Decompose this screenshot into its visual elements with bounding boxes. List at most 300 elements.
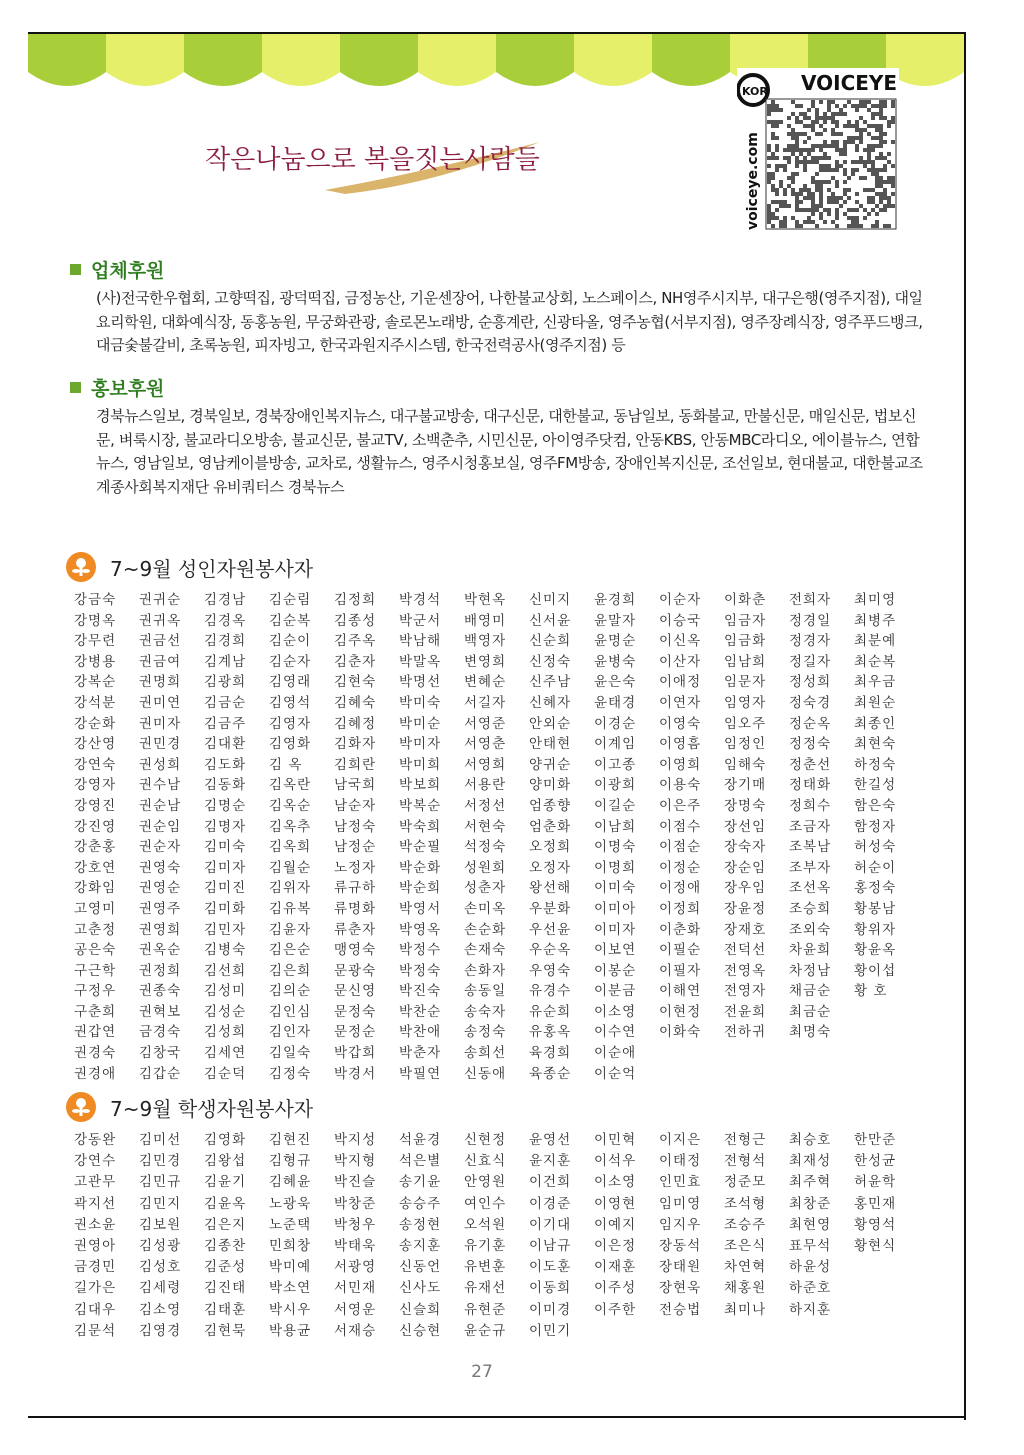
volunteer-name: 김영석: [269, 694, 312, 711]
name-column: [659, 1130, 729, 1321]
volunteer-name: 이동희: [529, 1280, 572, 1297]
page-title-art: [205, 132, 545, 198]
volunteer-name: 김옥란: [269, 777, 312, 794]
volunteer-name: 전형석: [724, 1153, 767, 1170]
volunteer-name: 전윤희: [724, 1003, 767, 1020]
volunteer-name: 신슬희: [399, 1301, 442, 1318]
volunteer-name: 전덕선: [724, 942, 767, 959]
volunteer-name: 최명숙: [789, 1024, 832, 1041]
volunteer-name: 윤명순: [594, 633, 637, 650]
volunteer-name: 김유복: [269, 900, 312, 917]
volunteer-name: 장동석: [659, 1237, 702, 1254]
volunteer-name: 이은주: [659, 797, 702, 814]
volunteer-name: 서길자: [464, 694, 507, 711]
volunteer-name: 이신옥: [659, 633, 702, 650]
volunteer-name: 정길자: [789, 653, 832, 670]
volunteer-name: 김성순: [204, 1003, 247, 1020]
volunteer-name: 김왕섭: [204, 1153, 247, 1170]
volunteer-name: 구정우: [74, 983, 117, 1000]
volunteer-name: 김옥추: [269, 818, 312, 835]
volunteer-name: 박순희: [399, 880, 442, 897]
name-column: [139, 1130, 209, 1342]
sponsor-section-title: 홍보후원: [91, 378, 165, 400]
volunteer-name: 배영미: [464, 612, 507, 629]
volunteer-name: 박영서: [399, 900, 442, 917]
volunteer-name: 최금순: [789, 1003, 832, 1020]
volunteer-name: 김동화: [204, 777, 247, 794]
volunteer-name: 박미희: [399, 756, 442, 773]
volunteer-name: 류춘자: [334, 921, 377, 938]
volunteer-name: 박찬애: [399, 1024, 442, 1041]
awning-stripe: [418, 34, 496, 86]
volunteer-name: 송동일: [464, 983, 507, 1000]
square-bullet-icon: [70, 264, 81, 275]
volunteer-name: 임영자: [724, 694, 767, 711]
volunteer-name: 김월순: [269, 859, 312, 876]
volunteer-name: 이봉순: [594, 962, 637, 979]
volunteer-name: 서영운: [334, 1301, 377, 1318]
volunteer-name: 김영화: [204, 1132, 247, 1148]
voiceye-brand: VOICEYE: [801, 71, 898, 95]
volunteer-name: 차연혁: [724, 1259, 767, 1276]
volunteer-name: 박남해: [399, 633, 442, 650]
volunteer-name: 차윤희: [789, 942, 832, 959]
volunteer-name: 김정희: [334, 592, 377, 608]
awning-stripe: [574, 34, 652, 86]
volunteer-name: 전영옥: [724, 962, 767, 979]
volunteer-name: 윤은숙: [594, 674, 637, 691]
name-column: [204, 1130, 274, 1342]
volunteer-name: 신혜자: [529, 694, 572, 711]
flower-badge-icon: [66, 552, 96, 582]
volunteer-name: 이순애: [594, 1045, 637, 1062]
volunteer-name: 윤경희: [594, 592, 637, 608]
volunteer-name: 박미순: [399, 715, 442, 732]
volunteer-name: 김정숙: [269, 1065, 312, 1082]
adult-volunteer-title: 7~9월 성인자원봉사자: [110, 556, 314, 581]
volunteer-name: 정성희: [789, 674, 832, 691]
volunteer-name: 이정애: [659, 880, 702, 897]
sponsor-section-title: 업체후원: [91, 260, 165, 282]
volunteer-name: 채홍원: [724, 1280, 767, 1297]
volunteer-name: 이남희: [594, 818, 637, 835]
volunteer-name: 김성미: [204, 983, 247, 1000]
volunteer-name: 오정자: [529, 859, 572, 876]
volunteer-name: 성원희: [464, 859, 507, 876]
student-volunteer-header: [66, 1092, 313, 1122]
name-column: [594, 1130, 664, 1321]
name-column: [139, 590, 209, 1084]
volunteer-name: 이분금: [594, 983, 637, 1000]
volunteer-name: 정정숙: [789, 736, 832, 753]
volunteer-name: 김금주: [204, 715, 247, 732]
volunteer-name: 왕선해: [529, 880, 572, 897]
name-column: [334, 590, 404, 1084]
volunteer-name: 김윤기: [204, 1174, 247, 1191]
volunteer-name: 김위자: [269, 880, 312, 897]
volunteer-name: 박태욱: [334, 1237, 377, 1254]
volunteer-name: 최현숙: [854, 736, 897, 753]
volunteer-name: 정춘선: [789, 756, 832, 773]
volunteer-name: 김영화: [269, 736, 312, 753]
volunteer-name: 채금순: [789, 983, 832, 1000]
volunteer-name: 신정숙: [529, 653, 572, 670]
volunteer-name: 조승희: [789, 900, 832, 917]
flower-badge-icon: [66, 1092, 96, 1122]
volunteer-name: 권영아: [74, 1237, 117, 1254]
volunteer-name: 권수남: [139, 777, 182, 794]
volunteer-name: 강병용: [74, 653, 117, 670]
volunteer-name: 박숙희: [399, 818, 442, 835]
volunteer-name: 문정숙: [334, 1003, 377, 1020]
volunteer-name: 한만준: [854, 1132, 897, 1148]
name-column: [464, 590, 534, 1084]
volunteer-name: 강금숙: [74, 592, 117, 608]
volunteer-name: 장윤정: [724, 900, 767, 917]
volunteer-name: 최원순: [854, 694, 897, 711]
volunteer-name: 민희창: [269, 1237, 312, 1254]
volunteer-name: 하윤성: [789, 1259, 832, 1276]
volunteer-name: 김은지: [204, 1216, 247, 1233]
volunteer-name: 권순임: [139, 818, 182, 835]
volunteer-name: 오정희: [529, 839, 572, 856]
volunteer-name: 김일숙: [269, 1045, 312, 1062]
volunteer-name: 최우금: [854, 674, 897, 691]
volunteer-name: 안외순: [529, 715, 572, 732]
volunteer-name: 류규하: [334, 880, 377, 897]
name-column: [789, 1130, 859, 1321]
volunteer-name: 김인심: [269, 1003, 312, 1020]
volunteer-name: 신동언: [399, 1259, 442, 1276]
volunteer-name: 최창준: [789, 1195, 832, 1212]
volunteer-name: 신승현: [399, 1322, 442, 1339]
name-column: [204, 590, 274, 1084]
volunteer-name: 박지성: [334, 1132, 377, 1148]
volunteer-name: 김경남: [204, 592, 247, 608]
volunteer-name: 오석원: [464, 1216, 507, 1233]
volunteer-name: 이영현: [594, 1195, 637, 1212]
volunteer-name: 박용균: [269, 1322, 312, 1339]
volunteer-name: 김종성: [334, 612, 377, 629]
volunteer-name: 박명선: [399, 674, 442, 691]
volunteer-name: 강복순: [74, 674, 117, 691]
volunteer-name: 박군서: [399, 612, 442, 629]
volunteer-name: 최분예: [854, 633, 897, 650]
name-column: [269, 590, 339, 1084]
volunteer-name: 차정남: [789, 962, 832, 979]
volunteer-name: 노정자: [334, 859, 377, 876]
volunteer-name: 권미연: [139, 694, 182, 711]
name-column: [789, 590, 859, 1043]
volunteer-name: 김현진: [269, 1132, 312, 1148]
volunteer-name: 신동애: [464, 1065, 507, 1082]
volunteer-name: 노광욱: [269, 1195, 312, 1212]
volunteer-name: 황현식: [854, 1237, 897, 1254]
volunteer-name: 길가은: [74, 1280, 117, 1297]
volunteer-name: 송숙자: [464, 1003, 507, 1020]
volunteer-name: 이주한: [594, 1301, 637, 1318]
volunteer-name: 김세연: [204, 1045, 247, 1062]
volunteer-name: 우순옥: [529, 942, 572, 959]
volunteer-name: 김은순: [269, 942, 312, 959]
volunteer-name: 김영경: [139, 1322, 182, 1339]
page-title: 작은나눔으로 복을짓는사람들: [205, 145, 540, 175]
name-column: [659, 590, 729, 1043]
volunteer-name: 서영희: [464, 756, 507, 773]
name-column: [399, 1130, 469, 1342]
sponsor-section-text: 경북뉴스일보, 경북일보, 경북장애인복지뉴스, 대구불교방송, 대구신문, 대한불교, 동남일보, 동화불교, 만불신문, 매일신문, 법보신문, 벼룩시장, 불교라디오방송, 불교신문, 불교TV, 소백춘추, 시민신문, 아이영주닷컴, 안동KBS, 안동MBC라디오, 에이블뉴스, 연합뉴스, 영남일보, 영남케이블방송, 교차로, 생활뉴스, 영주시청홍보실, 영주FM방송, 장애인복지신문, 조선일보, 현대불교, 대한불교조계종사회복지재단 유비쿼터스 경북뉴스: [96, 407, 923, 496]
volunteer-name: 조승주: [724, 1216, 767, 1233]
volunteer-name: 이민기: [529, 1322, 572, 1339]
volunteer-name: 김영자: [269, 715, 312, 732]
volunteer-name: 서영춘: [464, 736, 507, 753]
volunteer-name: 정준모: [724, 1174, 767, 1191]
volunteer-name: 유순희: [529, 1003, 572, 1020]
volunteer-name: 김인자: [269, 1024, 312, 1041]
volunteer-name: 인민효: [659, 1174, 702, 1191]
volunteer-name: 김순림: [269, 592, 312, 608]
volunteer-name: 권미자: [139, 715, 182, 732]
volunteer-name: 최순복: [854, 653, 897, 670]
volunteer-name: 이영흠: [659, 736, 702, 753]
volunteer-name: 김 옥: [269, 756, 303, 773]
volunteer-name: 서현숙: [464, 818, 507, 835]
volunteer-name: 이계임: [594, 736, 637, 753]
volunteer-name: 문정순: [334, 1024, 377, 1041]
volunteer-name: 임미영: [659, 1195, 702, 1212]
volunteer-name: 안영원: [464, 1174, 507, 1191]
volunteer-name: 이필자: [659, 962, 702, 979]
volunteer-name: 이기대: [529, 1216, 572, 1233]
volunteer-name: 육경희: [529, 1045, 572, 1062]
volunteer-name: 김진태: [204, 1280, 247, 1297]
volunteer-name: 공은숙: [74, 942, 117, 959]
volunteer-name: 김금순: [204, 694, 247, 711]
name-column: [334, 1130, 404, 1342]
volunteer-name: 김병숙: [204, 942, 247, 959]
volunteer-name: 임금화: [724, 633, 767, 650]
volunteer-name: 박소연: [269, 1280, 312, 1297]
volunteer-name: 서민재: [334, 1280, 377, 1297]
volunteer-name: 전하귀: [724, 1024, 767, 1041]
volunteer-name: 남순자: [334, 797, 377, 814]
volunteer-name: 전형근: [724, 1132, 767, 1148]
name-column: [464, 1130, 534, 1342]
volunteer-name: 허윤학: [854, 1174, 897, 1191]
volunteer-name: 권소윤: [74, 1216, 117, 1233]
volunteer-name: 박현옥: [464, 592, 507, 608]
volunteer-name: 이영숙: [659, 715, 702, 732]
name-column: [724, 1130, 794, 1321]
name-column: [74, 1130, 144, 1342]
volunteer-name: 이정희: [659, 900, 702, 917]
volunteer-name: 김화자: [334, 736, 377, 753]
volunteer-name: 권영숙: [139, 859, 182, 876]
volunteer-name: 박진숙: [399, 983, 442, 1000]
volunteer-name: 김민규: [139, 1174, 182, 1191]
volunteer-name: 김의순: [269, 983, 312, 1000]
volunteer-name: 김선희: [204, 962, 247, 979]
volunteer-name: 박경서: [334, 1065, 377, 1082]
volunteer-name: 박미예: [269, 1259, 312, 1276]
volunteer-name: 김민지: [139, 1195, 182, 1212]
volunteer-name: 박미숙: [399, 694, 442, 711]
page-frame-right: [964, 32, 966, 1420]
awning-stripe: [340, 34, 418, 86]
volunteer-name: 장현욱: [659, 1280, 702, 1297]
volunteer-name: 김형규: [269, 1153, 312, 1170]
volunteer-name: 조은식: [724, 1237, 767, 1254]
volunteer-name: 석은별: [399, 1153, 442, 1170]
volunteer-name: 장순임: [724, 859, 767, 876]
volunteer-name: 육종순: [529, 1065, 572, 1082]
awning-stripe: [106, 34, 184, 86]
volunteer-name: 김미진: [204, 880, 247, 897]
volunteer-name: 송승주: [399, 1195, 442, 1212]
volunteer-name: 장기매: [724, 777, 767, 794]
voiceye-url: voiceye.com: [745, 132, 761, 230]
volunteer-name: 김명순: [204, 797, 247, 814]
volunteer-name: 한성균: [854, 1153, 897, 1170]
volunteer-name: 서정선: [464, 797, 507, 814]
volunteer-name: 김혜윤: [269, 1174, 312, 1191]
voiceye-kor: KOR: [742, 85, 768, 98]
volunteer-name: 구근학: [74, 962, 117, 979]
volunteer-name: 김영래: [269, 674, 312, 691]
volunteer-name: 김창국: [139, 1045, 182, 1062]
volunteer-name: 함은숙: [854, 797, 897, 814]
volunteer-name: 정태화: [789, 777, 832, 794]
volunteer-name: 박청우: [334, 1216, 377, 1233]
volunteer-name: 서재승: [334, 1322, 377, 1339]
volunteer-name: 금경민: [74, 1259, 117, 1276]
volunteer-name: 이남규: [529, 1237, 572, 1254]
volunteer-name: 박순필: [399, 839, 442, 856]
volunteer-name: 강동완: [74, 1132, 117, 1148]
volunteer-name: 손순화: [464, 921, 507, 938]
volunteer-name: 박찬순: [399, 1003, 442, 1020]
volunteer-name: 강진영: [74, 818, 117, 835]
volunteer-name: 전희자: [789, 592, 832, 608]
volunteer-name: 송정숙: [464, 1024, 507, 1041]
volunteer-name: 이애정: [659, 674, 702, 691]
volunteer-name: 이길순: [594, 797, 637, 814]
volunteer-name: 최현영: [789, 1216, 832, 1233]
volunteer-name: 이소영: [594, 1174, 637, 1191]
volunteer-name: 신효식: [464, 1153, 507, 1170]
page-number: 27: [471, 1362, 493, 1382]
volunteer-name: 하준호: [789, 1280, 832, 1297]
volunteer-name: 이승국: [659, 612, 702, 629]
volunteer-name: 김민경: [139, 1153, 182, 1170]
volunteer-name: 권갑연: [74, 1024, 117, 1041]
volunteer-name: 권귀옥: [139, 612, 182, 629]
volunteer-name: 유변훈: [464, 1259, 507, 1276]
volunteer-name: 이춘화: [659, 921, 702, 938]
volunteer-name: 장태원: [659, 1259, 702, 1276]
volunteer-name: 김태훈: [204, 1301, 247, 1318]
volunteer-name: 이도훈: [529, 1259, 572, 1276]
volunteer-name: 김주옥: [334, 633, 377, 650]
volunteer-name: 여인수: [464, 1195, 507, 1212]
volunteer-name: 임문자: [724, 674, 767, 691]
volunteer-name: 이예지: [594, 1216, 637, 1233]
volunteer-name: 하지훈: [789, 1301, 832, 1318]
awning-stripe: [28, 34, 106, 86]
volunteer-name: 한길성: [854, 777, 897, 794]
volunteer-name: 김광희: [204, 674, 247, 691]
volunteer-name: 강석분: [74, 694, 117, 711]
volunteer-name: 김미화: [204, 900, 247, 917]
volunteer-name: 조복남: [789, 839, 832, 856]
page-frame-bottom: [28, 1416, 966, 1418]
volunteer-name: 김순이: [269, 633, 312, 650]
volunteer-name: 김성호: [139, 1259, 182, 1276]
volunteer-name: 강영진: [74, 797, 117, 814]
volunteer-name: 김종찬: [204, 1237, 247, 1254]
volunteer-name: 금경숙: [139, 1024, 182, 1041]
volunteer-name: 송정현: [399, 1216, 442, 1233]
volunteer-name: 박창준: [334, 1195, 377, 1212]
volunteer-name: 김혜정: [334, 715, 377, 732]
volunteer-name: 강영자: [74, 777, 117, 794]
volunteer-name: 박시우: [269, 1301, 312, 1318]
volunteer-name: 허성숙: [854, 839, 897, 856]
volunteer-name: 김문석: [74, 1322, 117, 1339]
volunteer-name: 박경석: [399, 592, 442, 608]
volunteer-name: 황윤옥: [854, 942, 897, 959]
volunteer-name: 엄춘화: [529, 818, 572, 835]
voiceye-code-block: [737, 68, 899, 236]
volunteer-name: 이미숙: [594, 880, 637, 897]
volunteer-name: 김세령: [139, 1280, 182, 1297]
volunteer-name: 김순덕: [204, 1065, 247, 1082]
volunteer-name: 장숙자: [724, 839, 767, 856]
volunteer-name: 황이섭: [854, 962, 897, 979]
volunteer-name: 최재성: [789, 1153, 832, 1170]
volunteer-name: 함정자: [854, 818, 897, 835]
volunteer-name: 이점순: [659, 839, 702, 856]
student-volunteer-title: 7~9월 학생자원봉사자: [110, 1096, 314, 1121]
volunteer-name: 김대우: [74, 1301, 117, 1318]
volunteer-name: 박정수: [399, 942, 442, 959]
volunteer-name: 김옥희: [269, 839, 312, 856]
volunteer-name: 서용란: [464, 777, 507, 794]
volunteer-name: 김혜숙: [334, 694, 377, 711]
volunteer-name: 최병주: [854, 612, 897, 629]
volunteer-name: 고춘정: [74, 921, 117, 938]
name-column: [529, 590, 599, 1084]
volunteer-name: 장명숙: [724, 797, 767, 814]
volunteer-name: 권경숙: [74, 1045, 117, 1062]
awning-stripe: [496, 34, 574, 86]
name-column: [529, 1130, 599, 1342]
volunteer-name: 이필순: [659, 942, 702, 959]
volunteer-name: 권옥순: [139, 942, 182, 959]
volunteer-name: 노준택: [269, 1216, 312, 1233]
volunteer-name: 이재훈: [594, 1259, 637, 1276]
volunteer-name: 최미영: [854, 592, 897, 608]
volunteer-name: 문광숙: [334, 962, 377, 979]
volunteer-name: 최주혁: [789, 1174, 832, 1191]
volunteer-name: 조석형: [724, 1195, 767, 1212]
volunteer-name: 박춘자: [399, 1045, 442, 1062]
awning-stripe: [652, 34, 730, 86]
volunteer-name: 이소영: [594, 1003, 637, 1020]
volunteer-name: 이정순: [659, 859, 702, 876]
volunteer-name: 김옥순: [269, 797, 312, 814]
volunteer-name: 임해숙: [724, 756, 767, 773]
